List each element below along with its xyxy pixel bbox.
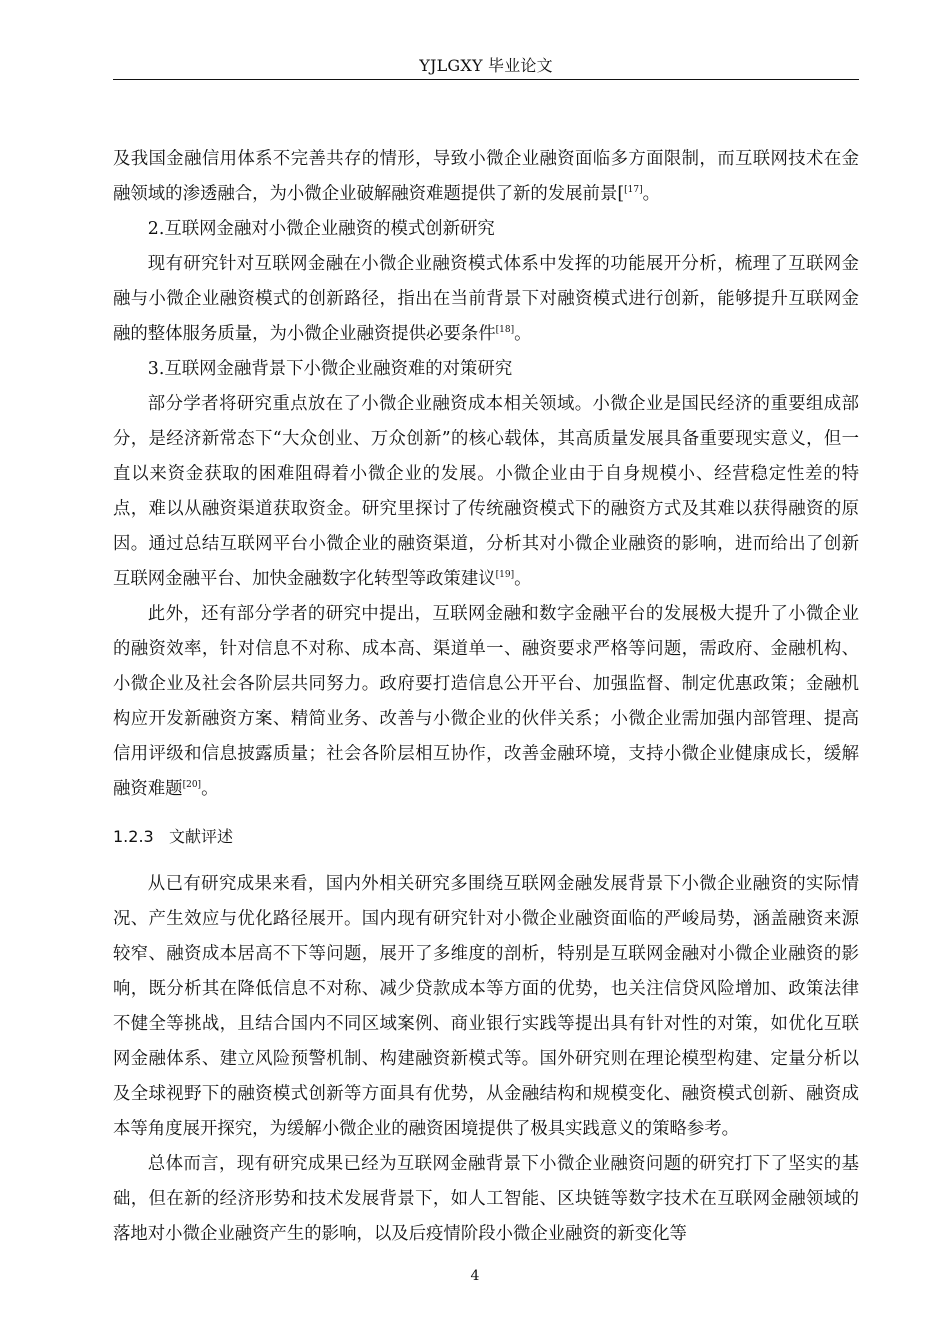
paragraph-continuation: 及我国金融信用体系不完善共存的情形，导致小微企业融资面临多方面限制，而互联网技术在金融领域的渗透融合，为小微企业破解融资难题提供了新的发展前景[[17]。	[113, 149, 859, 204]
section-heading	[113, 822, 859, 852]
paragraph-financing-cost: 部分学者将研究重点放在了小微企业融资成本相关领域。小微企业是国民经济的重要组成部分，是经济新常态下“大众创业、万众创新”的核心载体，其高质量发展具备重要现实意义，但一直以来资金获取的困难阻碍着小微企业的发展。小微企业由于自身规模小、经营稳定性差的特点，难以从融资渠道获取资金。研究里探讨了传统融资模式下的融资方式及其难以获得融资的原因。通过总结互联网平台小微企业的融资渠道，分析其对小微企业融资的影响，进而给出了创新互联网金融平台、加快金融数字化转型等政策建议[19]。	[113, 394, 859, 589]
subheading-mode-innovation: 2.互联网金融对小微企业融资的模式创新研究	[147, 219, 495, 239]
paragraph-review: 从已有研究成果来看，国内外相关研究多围绕互联网金融发展背景下小微企业融资的实际情况、产生效应与优化路径展开。国内现有研究针对小微企业融资面临的严峻局势，涵盖融资来源较窄、融资成本居高不下等问题，展开了多维度的剖析，特别是互联网金融对小微企业融资的影响，既分析其在降低信息不对称、减少贷款成本等方面的优势，也关注信贷风险增加、政策法律不健全等挑战，且结合国内不同区域案例、商业银行实践等提出具有针对性的对策，如优化互联网金融体系、建立风险预警机制、构建融资新模式等。国外研究则在理论模型构建、定量分析以及全球视野下的融资模式创新等方面具有优势，从金融结构和规模变化、融资模式创新、融资成本等角度展开探究，为缓解小微企业的融资困境提供了极具实践意义的策略参考。	[113, 874, 859, 1139]
citation: [19]	[495, 570, 515, 580]
citation: [20]	[182, 780, 202, 790]
paragraph-summary: 总体而言，现有研究成果已经为互联网金融背景下小微企业融资问题的研究打下了坚实的基础，但在新的经济形势和技术发展背景下，如人工智能、区块链等数字技术在互联网金融领域的落地对小微企业融资产生的影响，以及后疫情阶段小微企业融资的新变化等	[113, 1154, 859, 1244]
citation: [18]	[495, 325, 515, 335]
paragraph-collaboration: 此外，还有部分学者的研究中提出，互联网金融和数字金融平台的发展极大提升了小微企业的融资效率，针对信息不对称、成本高、渠道单一、融资要求严格等问题，需政府、金融机构、小微企业及社会各阶层共同努力。政府要打造信息公开平台、加强监督、制定优惠政策；金融机构应开发新融资方案、精简业务、改善与小微企业的伙伴关系；小微企业需加强内部管理、提高信用评级和信息披露质量；社会各阶层相互协作，改善金融环境，支持小微企业健康成长，缓解融资难题[20]。	[113, 604, 859, 799]
paragraph-mode-innovation: 现有研究针对互联网金融在小微企业融资模式体系中发挥的功能展开分析，梳理了互联网金融与小微企业融资模式的创新路径，指出在当前背景下对融资模式进行创新，能够提升互联网金融的整体服务质量，为小微企业融资提供必要条件[18]。	[113, 254, 859, 344]
page-number: 4	[470, 1268, 480, 1284]
section-title: 文献评述	[169, 827, 234, 846]
subheading-countermeasures: 3.互联网金融背景下小微企业融资难的对策研究	[147, 359, 513, 379]
header-rule	[113, 79, 859, 80]
body-text	[113, 142, 859, 1252]
running-header: YJLGXY 毕业论文	[419, 56, 553, 75]
section-number: 1.2.3	[113, 827, 154, 846]
citation: [17]	[624, 185, 643, 195]
